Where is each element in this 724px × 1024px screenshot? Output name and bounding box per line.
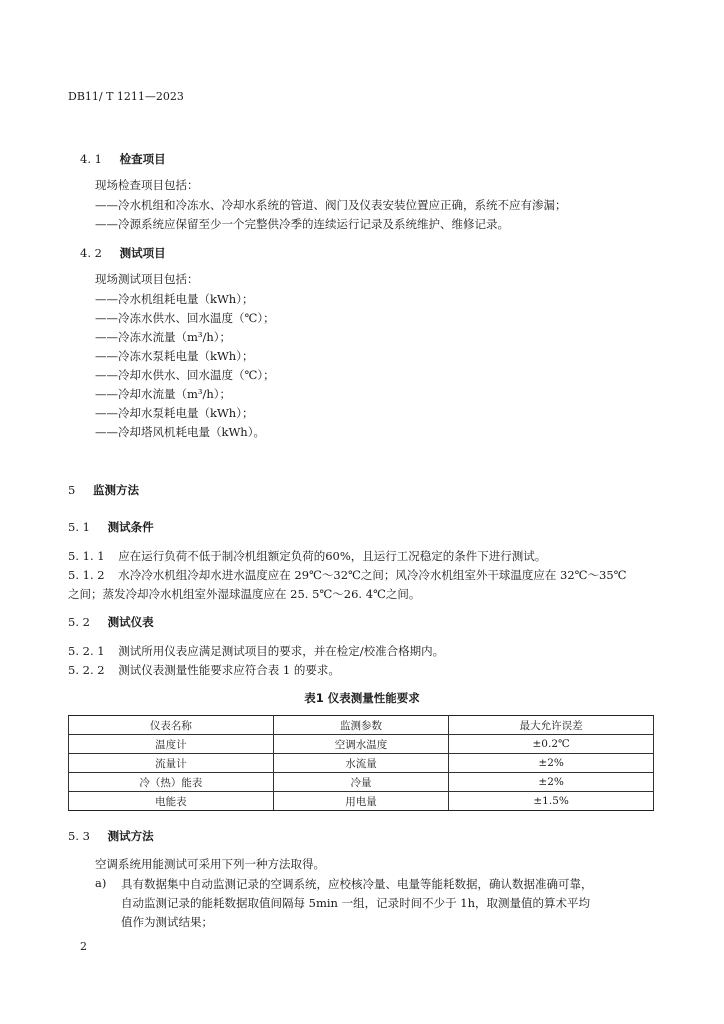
section-number: 4. 1 bbox=[80, 152, 102, 166]
table-caption: 表1 仪表测量性能要求 bbox=[304, 691, 420, 705]
chapter-number: 5 bbox=[68, 483, 76, 497]
list-item: ——冷冻水供水、回水温度（℃）； bbox=[95, 311, 275, 325]
table-cell: 流量计 bbox=[69, 754, 274, 773]
section-number: 5. 1 bbox=[68, 520, 90, 534]
table-row bbox=[69, 754, 654, 773]
clause-5-1-2 bbox=[68, 567, 627, 583]
section-title: 测试仪表 bbox=[107, 615, 154, 629]
section-4-1-heading bbox=[80, 151, 166, 167]
list-item: ——冷却水泵耗电量（kWh）； bbox=[95, 406, 254, 420]
table-cell: 温度计 bbox=[69, 735, 274, 754]
list-item: ——冷却水流量（m³/h）； bbox=[95, 387, 232, 401]
performance-table bbox=[68, 715, 654, 811]
clause-number: 5. 2. 1 bbox=[68, 644, 105, 658]
table-cell: 水流量 bbox=[273, 754, 449, 773]
section-number: 5. 2 bbox=[68, 615, 90, 629]
chapter-title: 监测方法 bbox=[92, 483, 139, 497]
table-row bbox=[69, 735, 654, 754]
page-number: 2 bbox=[80, 940, 87, 953]
clause-text: 应在运行负荷不低于制冷机组额定负荷的60%，且运行工况稳定的条件下进行测试。 bbox=[118, 549, 547, 563]
table-cell: 用电量 bbox=[273, 792, 449, 811]
list-item: ——冷水机组和冷冻水、冷却水系统的管道、阀门及仪表安装位置应正确，系统不应有渗漏； bbox=[95, 198, 567, 212]
section-5-1-heading bbox=[68, 519, 154, 535]
table-cell: ±2% bbox=[449, 754, 654, 773]
clause-5-1-2-continued: 之间；蒸发冷却冷水机组室外湿球温度应在 25. 5℃～26. 4℃之间。 bbox=[68, 587, 421, 601]
clause-text: 测试所用仪表应满足测试项目的要求，并在检定/校准合格期内。 bbox=[118, 644, 445, 658]
list-item: ——冷冻水泵耗电量（kWh）； bbox=[95, 349, 254, 363]
chapter-5-heading bbox=[68, 482, 139, 498]
clause-text: 测试仪表测量性能要求应符合表 1 的要求。 bbox=[118, 663, 340, 677]
clause-number: 5. 1. 1 bbox=[68, 549, 105, 563]
table-cell: ±0.2℃ bbox=[449, 735, 654, 754]
list-item-label: a) bbox=[95, 876, 107, 890]
clause-number: 5. 2. 2 bbox=[68, 663, 105, 677]
table-cell: ±2% bbox=[449, 773, 654, 792]
table-header-cell: 最大允许误差 bbox=[449, 716, 654, 735]
list-item: ——冷源系统应保留至少一个完整供冷季的连续运行记录及系统维护、维修记录。 bbox=[95, 217, 509, 231]
list-item: ——冷却塔风机耗电量（kWh）。 bbox=[95, 425, 265, 439]
section-number: 4. 2 bbox=[80, 246, 102, 260]
section-4-2-heading bbox=[80, 245, 166, 261]
table-cell: ±1.5% bbox=[449, 792, 654, 811]
section-title: 测试项目 bbox=[119, 246, 166, 260]
table-cell: 冷（热）能表 bbox=[69, 773, 274, 792]
clause-5-2-1 bbox=[68, 643, 444, 659]
section-4-2-intro: 现场测试项目包括： bbox=[95, 272, 199, 286]
clause-number: 5. 1. 2 bbox=[68, 568, 105, 582]
list-item-text: 值作为测试结果； bbox=[121, 915, 213, 929]
list-item: ——冷水机组耗电量（kWh）； bbox=[95, 292, 254, 306]
section-5-2-heading bbox=[68, 614, 154, 630]
list-item-text: 具有数据集中自动监测记录的空调系统，应校核冷量、电量等能耗数据，确认数据准确可靠， bbox=[121, 877, 593, 891]
table-cell: 冷量 bbox=[273, 773, 449, 792]
table-header-cell: 仪表名称 bbox=[69, 716, 274, 735]
section-4-1-intro: 现场检查项目包括： bbox=[95, 178, 199, 192]
section-title: 测试条件 bbox=[107, 520, 154, 534]
section-title: 检查项目 bbox=[119, 152, 166, 166]
table-row bbox=[69, 792, 654, 811]
list-item: ——冷却水供水、回水温度（℃）； bbox=[95, 368, 275, 382]
table-cell: 空调水温度 bbox=[273, 735, 449, 754]
section-5-3-heading bbox=[68, 828, 154, 844]
list-item: ——冷冻水流量（m³/h）； bbox=[95, 330, 232, 344]
clause-5-2-2 bbox=[68, 662, 340, 678]
clause-text: 水冷冷水机组冷却水进水温度应在 29℃～32℃之间；风冷冷水机组室外干球温度应在 32℃～35℃ bbox=[118, 568, 627, 582]
table-cell: 电能表 bbox=[69, 792, 274, 811]
table-header-cell: 监测参数 bbox=[273, 716, 449, 735]
table-row bbox=[69, 773, 654, 792]
list-item-text: 自动监测记录的能耗数据取值间隔每 5min 一组，记录时间不少于 1h，取测量值的算术平均 bbox=[121, 896, 590, 910]
document-code: DB11/ T 1211—2023 bbox=[68, 90, 184, 103]
table-header-row bbox=[69, 716, 654, 735]
section-title: 测试方法 bbox=[107, 829, 154, 843]
section-number: 5. 3 bbox=[68, 829, 90, 843]
section-5-3-intro: 空调系统用能测试可采用下列一种方法取得。 bbox=[95, 857, 325, 871]
clause-5-1-1 bbox=[68, 548, 546, 564]
